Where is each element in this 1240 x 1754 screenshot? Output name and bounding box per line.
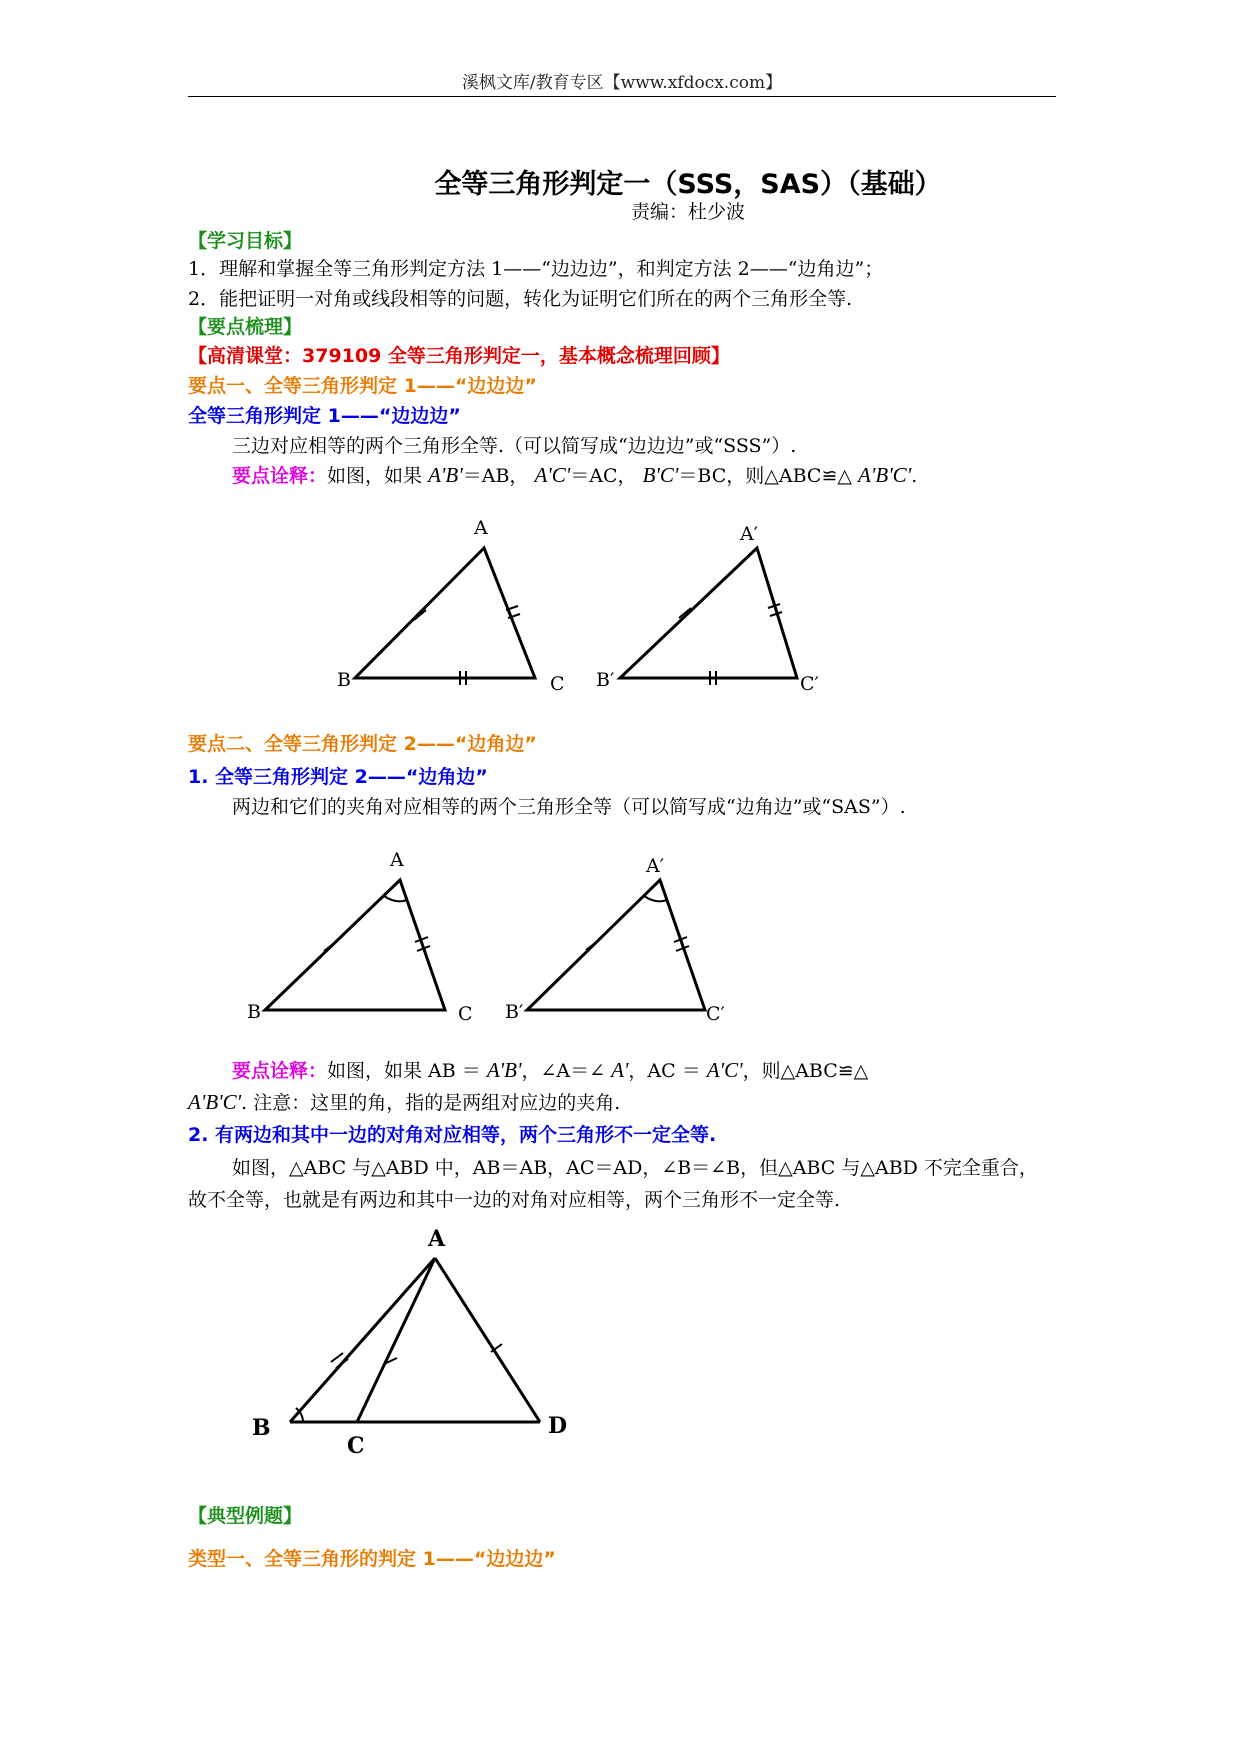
symbol-triangle-prime: A'B'C' bbox=[188, 1090, 242, 1114]
triangle-abc-sas bbox=[265, 880, 445, 1010]
label-b: B bbox=[252, 1415, 271, 1441]
label-c: C bbox=[550, 673, 565, 695]
note-text: 如图，如果 bbox=[327, 465, 423, 487]
symbol-a-prime-b-prime: A'B' bbox=[486, 1058, 522, 1082]
label-c-prime: C′ bbox=[706, 1003, 725, 1025]
note-text: . bbox=[911, 465, 918, 487]
label-c-prime: C′ bbox=[800, 673, 819, 695]
note-text: ＝AB， bbox=[462, 465, 529, 487]
goal-item-1: 1．理解和掌握全等三角形判定方法 1——“边边边”，和判定方法 2——“边角边”； bbox=[188, 258, 884, 280]
note-label: 要点诠释： bbox=[232, 465, 328, 487]
label-b: B bbox=[247, 1001, 261, 1023]
point2-body1: 两边和它们的夹角对应相等的两个三角形全等（可以简写成“边角边”或“SAS”）. bbox=[232, 796, 906, 818]
note-text: 如图，如果 AB ＝ bbox=[327, 1060, 487, 1082]
point2-note-line2 bbox=[188, 1088, 620, 1117]
point2-sub2: 2. 有两边和其中一边的对角对应相等，两个三角形不一定全等. bbox=[188, 1124, 717, 1146]
triangle-a-prime-b-prime-c-prime-sss bbox=[620, 548, 797, 685]
page-header: 溪枫文库/教育专区【www.xfdocx.com】 bbox=[461, 73, 783, 93]
section-key-points: 【要点梳理】 bbox=[188, 316, 303, 338]
editor-credit: 责编：杜少波 bbox=[630, 201, 745, 223]
note-label: 要点诠释： bbox=[232, 1060, 328, 1082]
label-a: A bbox=[474, 517, 488, 539]
note-text: ，∠A＝∠ bbox=[521, 1060, 606, 1082]
note-text: ＝BC，则△ABC≌△ bbox=[678, 465, 852, 487]
point2-body2-line2: 故不全等，也就是有两边和其中一边的对角对应相等，两个三角形不一定全等. bbox=[188, 1189, 841, 1211]
symbol-triangle-prime: A'B'C' bbox=[858, 463, 912, 487]
point1-heading: 要点一、全等三角形判定 1——“边边边” bbox=[188, 375, 537, 397]
label-a-prime: A′ bbox=[646, 855, 665, 877]
hd-class-reference: 【高清课堂：379109 全等三角形判定一，基本概念梳理回顾】 bbox=[188, 345, 730, 367]
example-type1-heading: 类型一、全等三角形的判定 1——“边边边” bbox=[188, 1548, 556, 1570]
point2-note-line1 bbox=[232, 1056, 868, 1085]
note-text: ，AC ＝ bbox=[628, 1060, 707, 1082]
label-a-prime: A′ bbox=[740, 523, 759, 545]
triangle-abc-sss bbox=[355, 548, 535, 685]
label-d: D bbox=[548, 1413, 568, 1439]
label-c: C bbox=[458, 1003, 473, 1025]
label-c: C bbox=[347, 1433, 365, 1459]
symbol-b-prime-c-prime: B'C' bbox=[642, 463, 679, 487]
point1-body: 三边对应相等的两个三角形全等.（可以简写成“边边边”或“SSS”）. bbox=[232, 435, 797, 457]
goal-item-2: 2．能把证明一对角或线段相等的问题，转化为证明它们所在的两个三角形全等. bbox=[188, 288, 853, 310]
section-typical-examples: 【典型例题】 bbox=[188, 1505, 303, 1527]
note-text: ＝AC， bbox=[570, 465, 637, 487]
triangle-a-prime-b-prime-c-prime-sas bbox=[527, 880, 705, 1010]
symbol-a-prime-c-prime: A'C' bbox=[706, 1058, 743, 1082]
point2-body2-line1: 如图，△ABC 与△ABD 中，AB＝AB，AC＝AD，∠B＝∠B，但△ABC 与△ABD 不完全重合， bbox=[232, 1157, 1038, 1179]
label-a: A bbox=[390, 849, 404, 871]
point2-heading: 要点二、全等三角形判定 2——“边角边” bbox=[188, 733, 537, 755]
document-title: 全等三角形判定一（SSS，SAS）（基础） bbox=[434, 169, 942, 200]
symbol-a-prime-b-prime: A'B' bbox=[428, 463, 463, 487]
note-text: ，则△ABC≌△ bbox=[742, 1060, 869, 1082]
label-b-prime: B′ bbox=[596, 669, 615, 691]
section-learning-goals: 【学习目标】 bbox=[188, 230, 303, 252]
note-text: . 注意：这里的角，指的是两组对应边的夹角. bbox=[241, 1092, 621, 1114]
label-b: B bbox=[337, 669, 351, 691]
label-b-prime: B′ bbox=[505, 1001, 524, 1023]
triangle-abc-abd bbox=[290, 1258, 540, 1422]
symbol-a-prime-c-prime: A'C' bbox=[534, 463, 571, 487]
label-a: A bbox=[428, 1226, 446, 1252]
point1-subheading: 全等三角形判定 1——“边边边” bbox=[188, 405, 461, 427]
symbol-a-prime: A' bbox=[611, 1058, 629, 1082]
point2-sub1: 1. 全等三角形判定 2——“边角边” bbox=[188, 766, 488, 788]
